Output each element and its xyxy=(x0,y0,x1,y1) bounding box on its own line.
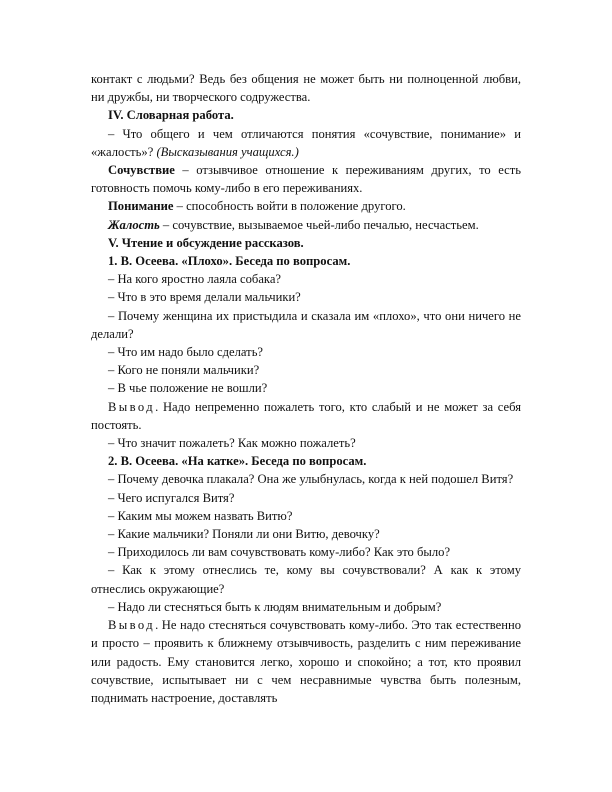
question-line: – На кого яростно лаяла собака? xyxy=(108,272,282,287)
conclusion-label: Вывод xyxy=(108,618,156,633)
definition-text: – способность войти в положение другого. xyxy=(173,199,406,214)
definition-pity xyxy=(91,216,521,234)
question-concepts xyxy=(91,125,521,161)
document-page xyxy=(91,70,521,707)
question-line: – Надо ли стесняться быть к людям внимательным и добрым? xyxy=(108,599,442,614)
question-line: – Почему женщина их пристыдила и сказала им «плохо», что они ничего не делали? xyxy=(91,308,521,341)
question-line: – Приходилось ли вам сочувствовать кому-либо? Как это было? xyxy=(108,545,451,560)
definition-understanding xyxy=(91,197,521,215)
question-line: – Почему девочка плакала? Она же улыбнулась, когда к ней подошел Витя? xyxy=(108,472,514,487)
question-line: – Каким мы можем назвать Витю? xyxy=(108,508,293,523)
question-line: – Что в это время делали мальчики? xyxy=(108,290,301,305)
conclusion-text: . Надо непременно пожалеть того, кто слабый и не может за себя постоять. xyxy=(91,399,521,432)
definition-text: – сочувствие, вызываемое чьей-либо печалью, несчастьем. xyxy=(159,217,479,232)
question-line: – В чье положение не вошли? xyxy=(108,381,268,396)
question-line: – Что им надо было сделать? xyxy=(108,345,264,360)
section-heading-reading: V. Чтение и обсуждение рассказов. xyxy=(108,235,304,250)
conclusion-one xyxy=(91,398,521,434)
paragraph-intro-continuation: контакт с людьми? Ведь без общения не может быть ни полноценной любви, ни дружбы, ни творческого содружества. xyxy=(91,72,521,105)
section-heading-vocabulary: IV. Словарная работа. xyxy=(108,108,234,123)
question-line: – Что значит пожалеть? Как можно пожалеть? xyxy=(108,436,356,451)
question-line: – Какие мальчики? Поняли ли они Витю, девочку? xyxy=(108,527,380,542)
conclusion-text: . Не надо стесняться сочувствовать кому-либо. Это так естественно и просто – проявить к ближнему отзывчивость, разделить с ним переживание или радость. Ему становится легко, хорошо и спокойно; а тот, кто проявил сочувствие, испытывает ни с чем несравнимые чувства быть полезным, поднимать настроение, доставлять xyxy=(91,618,521,705)
conclusion-label: Вывод xyxy=(108,399,156,414)
story-heading-na-katke: 2. В. Осеева. «На катке». Беседа по вопросам. xyxy=(108,454,367,469)
conclusion-two xyxy=(91,616,521,707)
term-understanding: Понимание xyxy=(108,199,174,214)
question-line: – Чего испугался Витя? xyxy=(108,490,235,505)
question-line: – Как к этому отнеслись те, кому вы сочувствовали? А как к этому отнеслись окружающие? xyxy=(91,563,521,596)
question-text: – Что общего и чем отличаются понятия «сочувствие, понимание» и «жалость»? xyxy=(91,126,521,159)
question-line: – Кого не поняли мальчики? xyxy=(108,363,260,378)
definition-sympathy xyxy=(91,161,521,197)
story-heading-plokho: 1. В. Осеева. «Плохо». Беседа по вопросам. xyxy=(108,254,351,269)
definition-text: – отзывчивое отношение к переживаниям других, то есть готовность помочь кому-либо в его переживаниях. xyxy=(91,163,521,196)
student-answers-note: (Высказывания учащихся.) xyxy=(156,144,299,159)
term-sympathy: Сочувствие xyxy=(108,163,175,178)
term-pity: Жалость xyxy=(108,217,160,232)
